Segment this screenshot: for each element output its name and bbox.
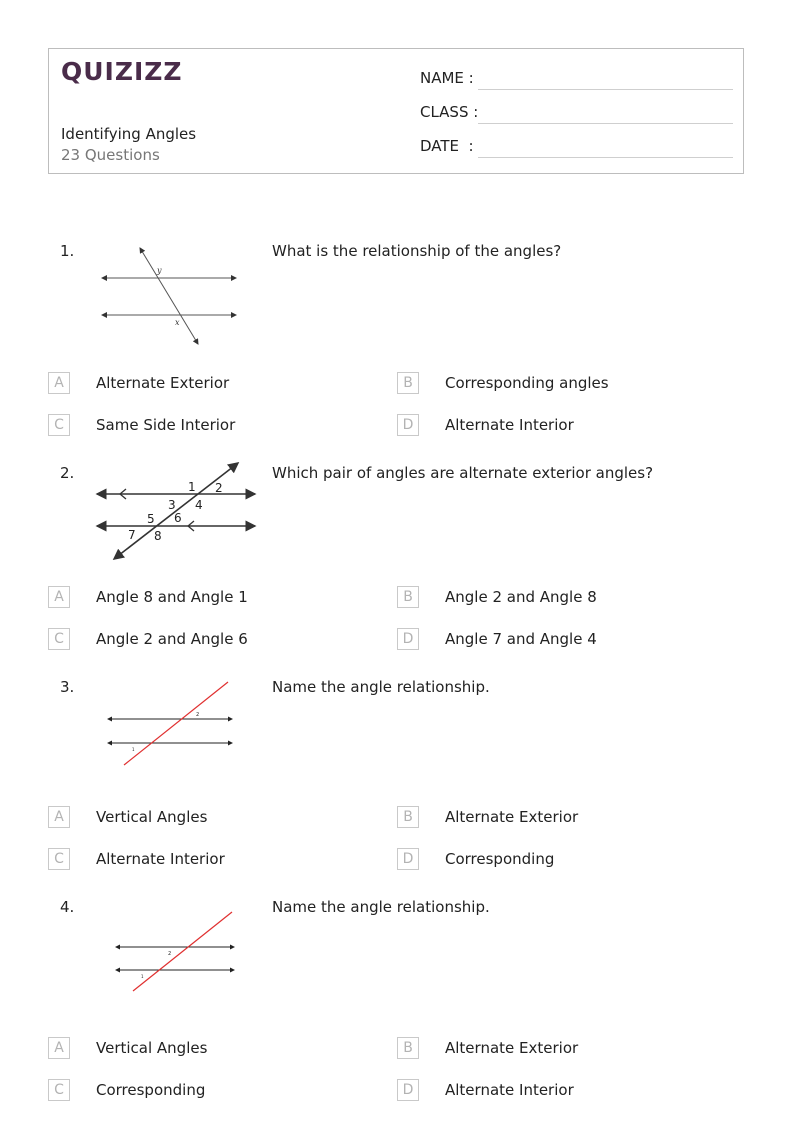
option-d-text: Corresponding	[445, 850, 555, 868]
option-a-text: Vertical Angles	[96, 808, 208, 826]
option-d-text: Alternate Interior	[445, 416, 574, 434]
option-c-text: Angle 2 and Angle 6	[96, 630, 248, 648]
quizizz-logo: QUIZIZZ	[61, 57, 183, 86]
angle-label-5: 5	[147, 512, 155, 526]
angle-label-3: 3	[168, 498, 176, 512]
option-b-box[interactable]: B	[397, 372, 419, 394]
angle-label-y: y	[157, 266, 162, 275]
question-2-number: 2.	[60, 464, 75, 482]
option-d-box[interactable]: D	[397, 1079, 419, 1101]
date-field[interactable]	[420, 137, 474, 155]
worksheet-header	[48, 48, 744, 174]
option-a-box[interactable]: A	[48, 586, 70, 608]
option-b-box[interactable]: B	[397, 586, 419, 608]
option-c-text: Same Side Interior	[96, 416, 236, 434]
question-2-figure	[94, 458, 260, 564]
option-b-text: Alternate Exterior	[445, 808, 579, 826]
option-c-box[interactable]: C	[48, 628, 70, 650]
question-1-text: What is the relationship of the angles?	[272, 242, 562, 260]
option-a-box[interactable]: A	[48, 806, 70, 828]
angle-label-2: 2	[168, 951, 172, 957]
transversal-line	[140, 248, 198, 344]
angle-label-6: 6	[174, 511, 182, 525]
question-count: 23 Questions	[61, 146, 160, 164]
angle-label-1: 1	[132, 747, 135, 752]
option-a-box[interactable]: A	[48, 1037, 70, 1059]
angle-label-1: 1	[141, 974, 144, 979]
class-field[interactable]	[420, 103, 478, 121]
option-b-box[interactable]: B	[397, 1037, 419, 1059]
option-d-box[interactable]: D	[397, 414, 419, 436]
angle-label-2: 2	[215, 481, 223, 495]
question-3-figure	[104, 678, 238, 770]
option-c-text: Corresponding	[96, 1081, 206, 1099]
angle-label-7: 7	[128, 528, 136, 542]
option-d-text: Angle 7 and Angle 4	[445, 630, 597, 648]
option-a-box[interactable]: A	[48, 372, 70, 394]
name-line[interactable]	[478, 89, 733, 90]
question-4-number: 4.	[60, 898, 75, 916]
question-1-number: 1.	[60, 242, 75, 260]
option-c-box[interactable]: C	[48, 848, 70, 870]
date-line[interactable]	[478, 157, 733, 158]
name-label: NAME :	[420, 69, 474, 87]
angle-label-1: 1	[188, 480, 196, 494]
option-b-box[interactable]: B	[397, 806, 419, 828]
option-c-text: Alternate Interior	[96, 850, 225, 868]
option-a-text: Alternate Exterior	[96, 374, 230, 392]
option-d-text: Alternate Interior	[445, 1081, 574, 1099]
option-b-text: Corresponding angles	[445, 374, 609, 392]
name-field[interactable]	[420, 69, 474, 87]
option-b-text: Alternate Exterior	[445, 1039, 579, 1057]
class-line[interactable]	[478, 123, 733, 124]
angle-label-2: 2	[196, 712, 200, 718]
angle-label-4: 4	[195, 498, 203, 512]
option-c-box[interactable]: C	[48, 414, 70, 436]
question-2-text: Which pair of angles are alternate exterior angles?	[272, 464, 654, 482]
angle-label-x: x	[175, 318, 180, 327]
class-label: CLASS :	[420, 103, 479, 121]
transversal-line	[124, 682, 228, 765]
option-c-box[interactable]: C	[48, 1079, 70, 1101]
option-a-text: Angle 8 and Angle 1	[96, 588, 248, 606]
option-b-text: Angle 2 and Angle 8	[445, 588, 597, 606]
question-1-figure	[96, 242, 246, 350]
option-a-text: Vertical Angles	[96, 1039, 208, 1057]
question-4-figure	[112, 908, 240, 996]
transversal-line	[133, 912, 232, 991]
question-3-number: 3.	[60, 678, 75, 696]
worksheet-title: Identifying Angles	[61, 125, 197, 143]
question-4-text: Name the angle relationship.	[272, 898, 490, 916]
date-label: DATE :	[420, 137, 474, 155]
option-d-box[interactable]: D	[397, 848, 419, 870]
angle-label-8: 8	[154, 529, 162, 543]
question-3-text: Name the angle relationship.	[272, 678, 490, 696]
option-d-box[interactable]: D	[397, 628, 419, 650]
